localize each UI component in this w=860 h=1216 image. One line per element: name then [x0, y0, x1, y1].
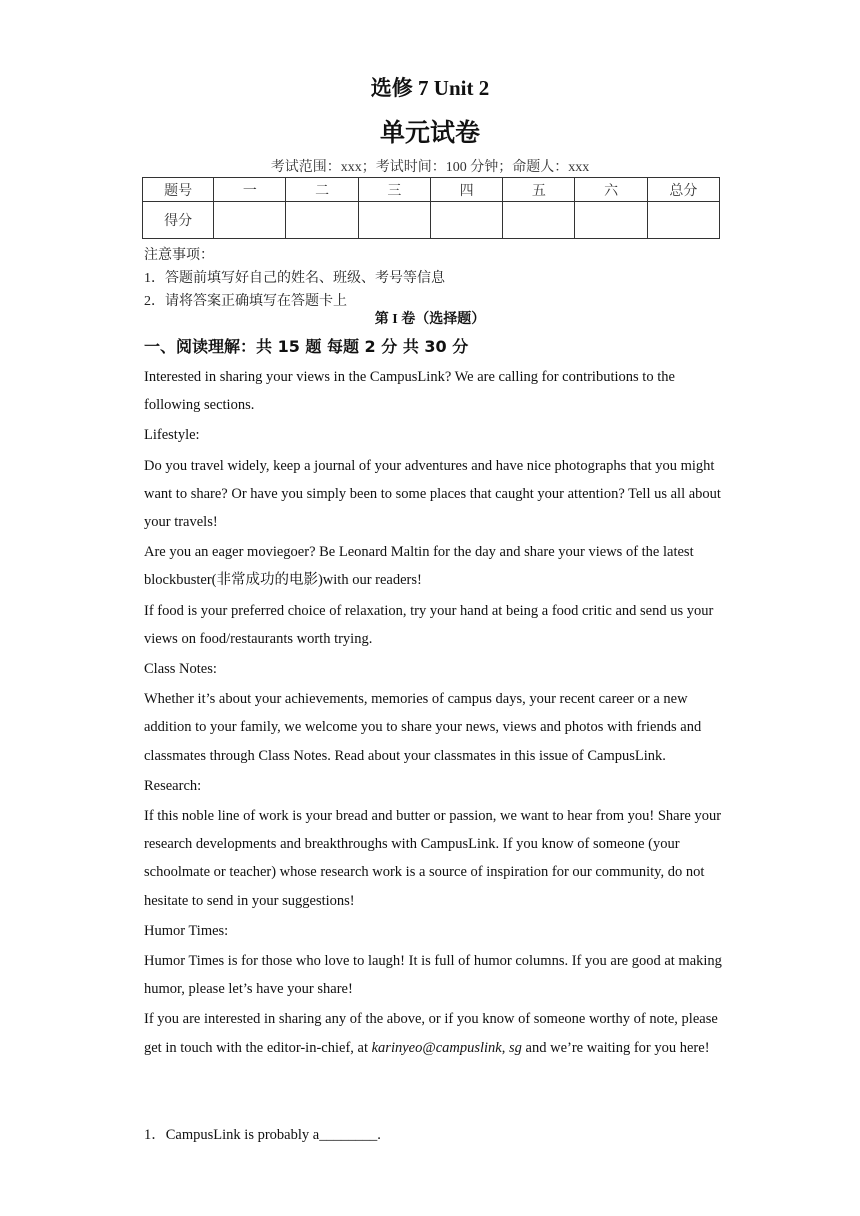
score-header-cell: 二: [286, 178, 358, 202]
score-cell: [575, 202, 647, 239]
notes-item: 2．请将答案正确填写在答题卡上: [144, 294, 347, 309]
reading-passage: [144, 363, 724, 1064]
passage-closing: [144, 1005, 724, 1061]
score-header-cell: 五: [503, 178, 575, 202]
question-1: 1．CampusLink is probably a________.: [144, 1127, 381, 1143]
score-cell: [647, 202, 719, 239]
exam-meta: 考试范围：xxx；考试时间：100 分钟；命题人：xxx: [270, 160, 590, 175]
email-separator: ,: [501, 1039, 509, 1056]
score-header-cell: 六: [575, 178, 647, 202]
score-table-header-row: [143, 178, 720, 202]
notes-item: 1．答题前填写好自己的姓名、班级、考号等信息: [144, 271, 445, 286]
exam-notes: [144, 244, 724, 313]
volume-title: 第 I 卷（选择题）: [374, 312, 486, 327]
passage-paragraph: Whether it’s about your achievements, memories of campus days, your recent career or a new addition to your family, we welcome you to share your news, views and photos with friends and classmates through Class Notes. Read about your classmates in this issue of CampusLink.: [144, 691, 702, 764]
passage-heading-research: Research:: [144, 777, 202, 794]
closing-text-end: and we’re waiting for you here!: [521, 1039, 710, 1056]
passage-paragraph: Do you travel widely, keep a journal of your adventures and have nice photographs that you might want to share? Or have you simply been to some places that caught your attention? Tell us all about your travels!: [144, 457, 721, 531]
score-cell: [503, 202, 575, 239]
editor-email-domain: sg: [509, 1039, 522, 1056]
passage-heading-humor-times: Humor Times:: [144, 922, 229, 939]
notes-heading: 注意事项：: [144, 248, 214, 263]
passage-paragraph: If food is your preferred choice of relaxation, try your hand at being a food critic and send us your views on food/restaurants worth trying.: [144, 602, 714, 647]
score-cell: [358, 202, 430, 239]
passage-heading-class-notes: Class Notes:: [144, 661, 217, 678]
score-row-label: 得分: [143, 202, 214, 239]
score-table: [142, 177, 720, 239]
score-header-cell: 一: [214, 178, 286, 202]
score-header-cell: 三: [358, 178, 430, 202]
score-cell: [430, 202, 502, 239]
score-header-cell: 题号: [143, 178, 214, 202]
score-header-cell: 总分: [647, 178, 719, 202]
passage-paragraph: If this noble line of work is your bread and butter or passion, we want to hear from you! Share your research developments and breakthroughs with CampusLink. If you know of someone (your schoolmate or teacher) whose research work is a source of inspiration for our community, do not hesitate to send in your suggestions!: [144, 808, 722, 909]
score-header-cell: 四: [430, 178, 502, 202]
score-cell: [214, 202, 286, 239]
closing-text: If you are interested in sharing any of the above, or if you know of someone worthy of note, please get in touch with the editor-in-chief, at: [144, 1011, 718, 1056]
section-title: 一、阅读理解：共 15 题 每题 2 分 共 30 分: [144, 337, 469, 356]
exam-subtitle: 单元试卷: [379, 118, 480, 147]
passage-heading-lifestyle: Lifestyle:: [144, 427, 200, 444]
passage-paragraph: Are you an eager moviegoer? Be Leonard Maltin for the day and share your views of the latest blockbuster(非常成功的电影)with our readers!: [144, 544, 694, 589]
passage-intro: Interested in sharing your views in the CampusLink? We are calling for contributions to the following sections.: [144, 369, 675, 414]
editor-email: karinyeo@campuslink: [371, 1039, 502, 1056]
exam-title: 选修 7 Unit 2: [370, 76, 490, 100]
score-table-score-row: [143, 202, 720, 239]
score-cell: [286, 202, 358, 239]
passage-paragraph: Humor Times is for those who love to laugh! It is full of humor columns. If you are good at making humor, please let’s have your share!: [144, 953, 722, 998]
